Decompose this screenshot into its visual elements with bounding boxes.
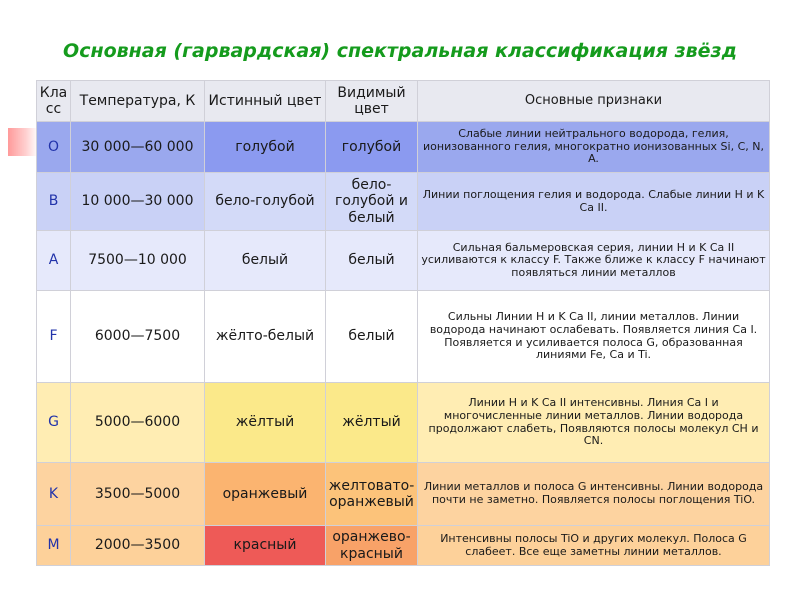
temperature-cell: 6000—7500 bbox=[71, 291, 205, 383]
temperature-cell: 7500—10 000 bbox=[71, 231, 205, 291]
features-cell: Сильны Линии H и K Ca II, линии металлов. Линии водорода начинают ослабевать. Появляется линия Ca I. Появляется и усиливается полоса G, образованная линиями Fe, Ca и Ti. bbox=[418, 291, 770, 383]
class-cell: F bbox=[37, 291, 71, 383]
true-color-cell: голубой bbox=[205, 122, 326, 173]
temperature-cell: 3500—5000 bbox=[71, 463, 205, 526]
features-cell: Линии металлов и полоса G интенсивны. Линии водорода почти не заметно. Появляется полосы поглощения TiO. bbox=[418, 463, 770, 526]
table-row-f bbox=[37, 291, 770, 383]
table-row-k bbox=[37, 463, 770, 526]
header-true-color: Истинный цвет bbox=[205, 81, 326, 122]
temperature-cell: 2000—3500 bbox=[71, 526, 205, 566]
table-row-o bbox=[37, 122, 770, 173]
class-cell: K bbox=[37, 463, 71, 526]
temperature-cell: 30 000—60 000 bbox=[71, 122, 205, 173]
visible-color-cell: белый bbox=[326, 231, 418, 291]
true-color-cell: оранжевый bbox=[205, 463, 326, 526]
table-row-g bbox=[37, 383, 770, 463]
class-cell: B bbox=[37, 173, 71, 231]
spectral-classification-table bbox=[36, 80, 770, 566]
visible-color-cell: белый bbox=[326, 291, 418, 383]
table-row-b bbox=[37, 173, 770, 231]
visible-color-cell: желтовато-оранжевый bbox=[326, 463, 418, 526]
table-row-m bbox=[37, 526, 770, 566]
visible-color-cell: бело-голубой и белый bbox=[326, 173, 418, 231]
class-cell: O bbox=[37, 122, 71, 173]
features-cell: Интенсивны полосы TiO и других молекул. Полоса G слабеет. Все еще заметны линии металлов. bbox=[418, 526, 770, 566]
header-features: Основные признаки bbox=[418, 81, 770, 122]
true-color-cell: жёлтый bbox=[205, 383, 326, 463]
features-cell: Линии поглощения гелия и водорода. Слабые линии H и K Ca II. bbox=[418, 173, 770, 231]
class-cell: A bbox=[37, 231, 71, 291]
true-color-cell: белый bbox=[205, 231, 326, 291]
visible-color-cell: жёлтый bbox=[326, 383, 418, 463]
features-cell: Слабые линии нейтрального водорода, гелия, ионизованного гелия, многократно ионизованных Si, C, N, A. bbox=[418, 122, 770, 173]
visible-color-cell: голубой bbox=[326, 122, 418, 173]
temperature-cell: 10 000—30 000 bbox=[71, 173, 205, 231]
visible-color-cell: оранжево-красный bbox=[326, 526, 418, 566]
true-color-cell: красный bbox=[205, 526, 326, 566]
header-class: Кла сс bbox=[37, 81, 71, 122]
class-cell: G bbox=[37, 383, 71, 463]
header-visible-color: Видимый цвет bbox=[326, 81, 418, 122]
page-title: Основная (гарвардская) спектральная классификация звёзд bbox=[63, 40, 737, 62]
features-cell: Линии H и K Ca II интенсивны. Линия Ca I и многочисленные линии металлов. Линии водорода продолжают слабеть, Появляются полосы молекул CH и CN. bbox=[418, 383, 770, 463]
decorative-gradient-tab bbox=[8, 128, 38, 156]
class-cell: M bbox=[37, 526, 71, 566]
table-row-a bbox=[37, 231, 770, 291]
features-cell: Сильная бальмеровская серия, линии H и K Ca II усиливаются к классу F. Также ближе к классу F начинают появляться линии металлов bbox=[418, 231, 770, 291]
temperature-cell: 5000—6000 bbox=[71, 383, 205, 463]
table-header-row bbox=[37, 81, 770, 122]
true-color-cell: бело-голубой bbox=[205, 173, 326, 231]
header-temperature: Температура, К bbox=[71, 81, 205, 122]
true-color-cell: жёлто-белый bbox=[205, 291, 326, 383]
